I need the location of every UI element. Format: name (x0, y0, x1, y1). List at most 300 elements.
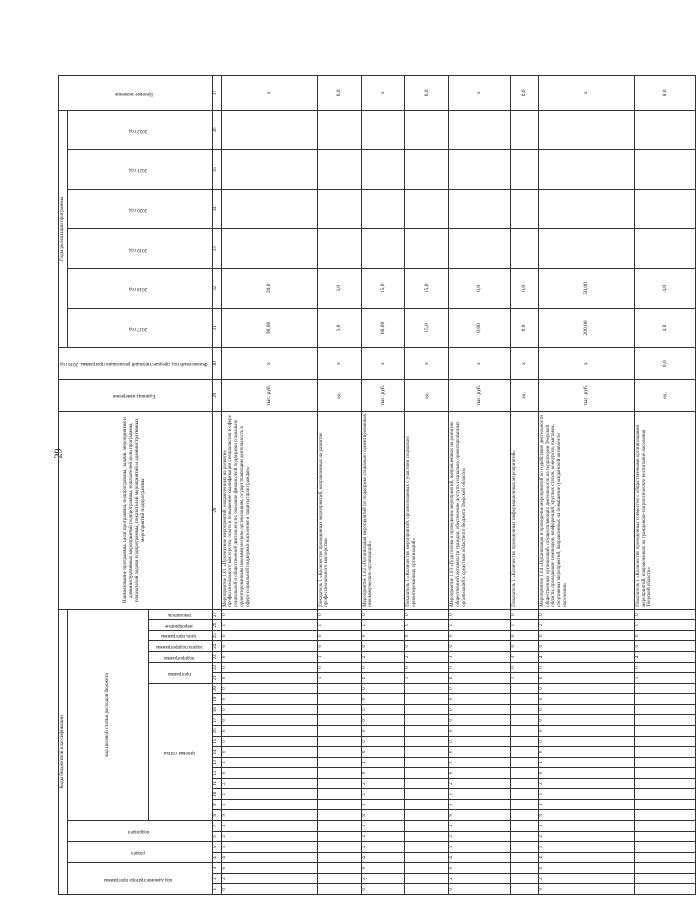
code-digit-cell (634, 821, 695, 832)
code-digit-cell (405, 747, 449, 758)
code-digit-cell: 9 (449, 810, 510, 821)
code-digit-cell (317, 768, 361, 779)
code-digit-cell (510, 768, 538, 779)
year-value-cell (221, 110, 317, 150)
code-digit-cell: 0 (361, 704, 405, 715)
code-digit-cell: 1 (221, 821, 317, 832)
code-digit-cell (405, 683, 449, 694)
column-number-cell: 18 (212, 704, 221, 715)
year-value-cell: 90,00 (221, 308, 317, 348)
column-number-cell: 30 (212, 348, 221, 380)
code-digit-cell (634, 683, 695, 694)
code-digit-cell: 2 (361, 652, 405, 663)
code-digit-cell (405, 884, 449, 895)
code-digit-cell: 0 (405, 630, 449, 641)
code-digit-cell: 0 (538, 747, 634, 758)
code-digit-cell (510, 810, 538, 821)
column-number-cell: 4 (212, 852, 221, 863)
code-digit-cell: 0 (221, 726, 317, 737)
code-digit-cell (317, 683, 361, 694)
code-digit-cell: 0 (538, 694, 634, 705)
code-digit-cell: 0 (538, 736, 634, 747)
year-value-cell (449, 150, 510, 190)
code-digit-cell (510, 704, 538, 715)
code-digit-cell: 0 (449, 683, 510, 694)
code-digit-cell (510, 736, 538, 747)
unit-cell: тыс. руб. (221, 379, 317, 411)
code-digit-cell (510, 757, 538, 768)
code-digit-cell: 0 (317, 630, 361, 641)
table-row (361, 76, 405, 895)
code-digit-cell (317, 736, 361, 747)
code-digit-cell: 2 (221, 778, 317, 789)
code-digit-cell (510, 799, 538, 810)
code-digit-cell: 0 (221, 747, 317, 758)
subprogram-header: подпрограмма (149, 652, 212, 663)
code-digit-cell: 4 (449, 852, 510, 863)
code-digit-cell: 2 (449, 873, 510, 884)
code-digit-cell: 0 (634, 662, 695, 673)
unit-column-header: Единица измерения (59, 379, 213, 411)
year-value-cell (538, 110, 634, 150)
year-value-cell (221, 229, 317, 269)
year-value-cell (361, 189, 405, 229)
row-name-cell: Показатель 1 «Количество мероприятий, организованных с участием социально ориентированных организаций» (405, 411, 449, 609)
code-digit-cell: 1 (449, 842, 510, 853)
code-digit-cell: 0 (361, 641, 405, 652)
table-row (510, 76, 538, 895)
year-value-cell (361, 110, 405, 150)
code-digit-cell: 2 (538, 778, 634, 789)
column-number-cell: 3 (212, 863, 221, 874)
code-digit-cell: 0 (405, 641, 449, 652)
column-number-cell: 17 (212, 715, 221, 726)
code-digit-cell (634, 842, 695, 853)
page-number: 29 (53, 448, 65, 459)
column-number-cell: 5 (212, 842, 221, 853)
year-value-cell: 200,00 (538, 308, 634, 348)
code-digit-cell (317, 704, 361, 715)
code-digit-cell: 0 (221, 768, 317, 779)
code-digit-cell: 1 (317, 673, 361, 684)
code-digit-cell: 1 (510, 673, 538, 684)
code-digit-cell: 0 (361, 884, 405, 895)
code-digit-cell (317, 842, 361, 853)
program-table (58, 75, 696, 895)
code-digit-cell: 1 (361, 757, 405, 768)
code-digit-cell: 0 (538, 662, 634, 673)
code-digit-cell: 2 (538, 620, 634, 631)
year-value-cell (317, 150, 361, 190)
code-digit-cell (405, 715, 449, 726)
code-digit-cell (405, 789, 449, 800)
code-digit-cell (405, 842, 449, 853)
column-number-cell: 33 (212, 229, 221, 269)
code-digit-cell: 0 (221, 630, 317, 641)
year-value-cell: 3,0 (317, 269, 361, 309)
code-digit-cell (634, 831, 695, 842)
code-digit-cell (634, 768, 695, 779)
code-digit-cell: 1 (405, 620, 449, 631)
code-digit-cell (634, 810, 695, 821)
code-digit-cell: 0 (449, 694, 510, 705)
year-value-cell (405, 150, 449, 190)
code-digit-cell: 0 (449, 884, 510, 895)
code-digit-cell (317, 726, 361, 737)
code-digit-cell (510, 726, 538, 737)
code-digit-cell: 0 (361, 736, 405, 747)
code-digit-cell (405, 799, 449, 810)
column-number-cell: 23 (212, 652, 221, 663)
base-year-cell: х (317, 348, 361, 380)
base-year-cell: х (221, 348, 317, 380)
column-number-cell: 13 (212, 757, 221, 768)
year-value-cell: 50,00 (538, 269, 634, 309)
year-value-cell: 4,0 (634, 269, 695, 309)
code-digit-cell: 0 (449, 704, 510, 715)
column-number-cell: 32 (212, 269, 221, 309)
code-digit-cell: 2 (361, 873, 405, 884)
code-digit-cell: 0 (634, 641, 695, 652)
code-digit-cell (510, 842, 538, 853)
year-value-cell: 0,0 (449, 269, 510, 309)
code-digit-cell: 0 (361, 609, 405, 620)
code-digit-cell: 0 (221, 652, 317, 663)
code-digit-cell (634, 863, 695, 874)
code-digit-cell: 0 (449, 863, 510, 874)
year-value-cell (449, 189, 510, 229)
code-digit-cell (510, 852, 538, 863)
code-digit-cell: 0 (449, 726, 510, 737)
code-digit-cell: 0 (634, 630, 695, 641)
year-value-cell (317, 229, 361, 269)
unit-cell: ед. (510, 379, 538, 411)
base-year-cell: х (361, 348, 405, 380)
code-digit-cell: 2 (221, 873, 317, 884)
code-digit-cell: 0 (361, 673, 405, 684)
code-digit-cell: 1 (221, 757, 317, 768)
code-digit-cell: 4 (634, 652, 695, 663)
base-year-cell: х (405, 348, 449, 380)
code-digit-cell (405, 694, 449, 705)
year-2021-header: 2021 год (67, 150, 212, 190)
column-number-cell: 21 (212, 673, 221, 684)
column-number-cell: 34 (212, 189, 221, 229)
code-digit-cell: 0 (361, 683, 405, 694)
code-digit-cell: 0 (221, 704, 317, 715)
column-number-cell: 14 (212, 747, 221, 758)
target-value-cell: 6,0 (405, 76, 449, 111)
rotated-table-content (58, 75, 668, 895)
code-digit-cell: 1 (221, 620, 317, 631)
year-2022-header: 2022 год (67, 110, 212, 150)
name-column-header: Наименование программы, цели программы, подпрограммы, задачи, мероприятия и административных мероприятий подпрограммы, показателей цели программы, показателей задачи подпрограммы, показателей мероприятий и административных мероприятий подпрограммы (59, 411, 213, 609)
code-digit-cell: 3 (510, 652, 538, 663)
code-digit-cell (405, 726, 449, 737)
code-digit-cell (510, 884, 538, 895)
code-digit-cell (510, 747, 538, 758)
year-value-cell (221, 189, 317, 229)
code-digit-cell (405, 831, 449, 842)
code-digit-cell: 0 (317, 641, 361, 652)
column-number-cell: 1 (212, 884, 221, 895)
unit-cell: ед. (317, 379, 361, 411)
year-value-cell (405, 189, 449, 229)
code-digit-cell (317, 715, 361, 726)
code-digit-cell: 3 (449, 652, 510, 663)
code-digit-cell: 9 (221, 810, 317, 821)
code-digit-cell (510, 831, 538, 842)
column-number-cell: 36 (212, 110, 221, 150)
code-digit-cell: 1 (221, 799, 317, 810)
code-digit-cell: 0 (361, 863, 405, 874)
financial-year-header: Финансовый год, предшествующий реализации программы, 2016 год (59, 348, 213, 380)
code-digit-cell: 0 (538, 715, 634, 726)
code-digit-cell: 1 (538, 799, 634, 810)
year-value-cell (634, 189, 695, 229)
column-number-cell: 31 (212, 308, 221, 348)
year-2019-header: 2019 год (67, 229, 212, 269)
code-digit-cell (634, 799, 695, 810)
code-digit-cell: 0 (221, 673, 317, 684)
code-digit-cell (634, 884, 695, 895)
code-digit-cell (634, 873, 695, 884)
code-digit-cell: 4 (538, 652, 634, 663)
base-year-cell: 0,0 (634, 348, 695, 380)
year-value-cell: 0,0 (510, 308, 538, 348)
code-digit-cell: 4 (538, 852, 634, 863)
unit-cell: ед. (405, 379, 449, 411)
code-digit-cell: 1 (405, 673, 449, 684)
column-number-cell: 16 (212, 726, 221, 737)
code-digit-cell: 2 (449, 831, 510, 842)
code-digit-cell: 1 (449, 620, 510, 631)
column-number-cell: 37 (212, 76, 221, 111)
target-value-cell: 6,0 (317, 76, 361, 111)
code-digit-cell: 0 (449, 609, 510, 620)
code-digit-cell: 1 (538, 757, 634, 768)
target-value-cell: 8,0 (634, 76, 695, 111)
table-row (221, 76, 317, 895)
year-value-cell (317, 189, 361, 229)
code-digit-cell: 1 (449, 789, 510, 800)
base-year-cell: х (449, 348, 510, 380)
code-digit-cell (317, 873, 361, 884)
code-digit-cell (634, 778, 695, 789)
year-value-cell (317, 110, 361, 150)
code-digit-cell: 0 (361, 747, 405, 758)
code-digit-cell: 9 (361, 810, 405, 821)
section-header: раздел (67, 842, 212, 863)
code-digit-cell: 0 (538, 768, 634, 779)
target-value-cell: х (449, 76, 510, 111)
code-digit-cell (510, 715, 538, 726)
unit-cell: тыс. руб. (538, 379, 634, 411)
subsection-header: подраздел (67, 821, 212, 842)
year-value-cell: 0,0 (510, 269, 538, 309)
row-name-cell: Мероприятие 1.04 «Организация и проведение мероприятий по содействию деятельности общественных организаций, осуществляющих деятельность на территории Тверской области, проведению семинаров, конференций, круглых столов, конкурсов, выставок, спортивных мероприятий, направленных на повышение гражданской активности населения» (538, 411, 634, 609)
code-digit-cell: 0 (449, 641, 510, 652)
code-digit-cell: 0 (449, 768, 510, 779)
code-digit-cell: 0 (361, 726, 405, 737)
target-article-sub-header: целевая статья (149, 683, 212, 820)
rotated-table-frame (58, 75, 668, 895)
year-value-cell: 15,0 (361, 269, 405, 309)
code-digit-cell (405, 757, 449, 768)
code-digit-cell (634, 726, 695, 737)
target-value-cell: 0,0 (510, 76, 538, 111)
column-number-cell: 19 (212, 694, 221, 705)
year-value-cell (510, 150, 538, 190)
code-digit-cell (634, 852, 695, 863)
code-digit-cell: 0 (538, 683, 634, 694)
code-digit-cell: 0 (361, 694, 405, 705)
code-digit-cell: 0 (405, 662, 449, 673)
column-number-cell: 8 (212, 810, 221, 821)
code-digit-cell: 0 (317, 662, 361, 673)
years-group-header: Годы реализации программы (59, 110, 68, 348)
code-digit-cell (317, 789, 361, 800)
row-name-cell: Мероприятие 1.02 «Организация мероприятий по поддержке социально ориентированных некоммерческих организаций» (361, 411, 405, 609)
code-digit-cell (317, 831, 361, 842)
code-digit-cell: 1 (361, 789, 405, 800)
code-digit-cell: 0 (221, 736, 317, 747)
code-digit-cell: 0 (510, 609, 538, 620)
code-digit-cell: 0 (449, 736, 510, 747)
code-digit-cell (405, 821, 449, 832)
row-name-cell: Мероприятие 1.01 «Проведение мероприятий, направленных на развитие профессионального мастерства, опыта и повышение квалификации специалистов в сфере социальной и общественной деятельности, оказание финансовой поддержки социально ориентированным некоммерческим организациям, осуществляющим деятельность в сфере социальной поддержки населения и защиты прав граждан» (221, 411, 317, 609)
unit-cell: тыс. руб. (449, 379, 510, 411)
code-digit-cell (405, 778, 449, 789)
code-digit-cell: 1 (449, 757, 510, 768)
code-digit-cell: 0 (538, 704, 634, 715)
column-number-cell: 6 (212, 831, 221, 842)
column-number-cell: 20 (212, 683, 221, 694)
year-value-cell (221, 150, 317, 190)
code-digit-cell: 0 (634, 609, 695, 620)
row-name-cell: Показатель 1 «Количество проведенных совместно с общественными организациями мероприятий, направленных на гражданско-патриотическое воспитание населения Тверской области» (634, 411, 695, 609)
year-value-cell (538, 229, 634, 269)
year-value-cell: 0,00 (449, 308, 510, 348)
code-digit-cell: 0 (449, 662, 510, 673)
column-number-cell: 25 (212, 630, 221, 641)
column-number-cell: 15 (212, 736, 221, 747)
code-digit-cell (317, 863, 361, 874)
year-2020-header: 2020 год (67, 189, 212, 229)
code-digit-cell: 0 (538, 641, 634, 652)
year-value-cell: 15,0 (405, 269, 449, 309)
code-digit-cell: 0 (221, 694, 317, 705)
code-digit-cell (634, 757, 695, 768)
table-row (538, 76, 634, 895)
code-digit-cell: 2 (361, 778, 405, 789)
code-digit-cell: 1 (510, 620, 538, 631)
code-digit-cell (510, 789, 538, 800)
code-digit-cell (317, 884, 361, 895)
base-year-cell: х (510, 348, 538, 380)
code-digit-cell: 1 (538, 842, 634, 853)
target-value-cell: х (538, 76, 634, 111)
year-value-cell: 4,0 (634, 308, 695, 348)
code-digit-cell: 2 (405, 652, 449, 663)
target-value-cell: х (221, 76, 317, 111)
code-digit-cell: 1 (634, 673, 695, 684)
code-digit-cell (634, 747, 695, 758)
year-2018-header: 2018 год (67, 269, 212, 309)
code-digit-cell: 4 (221, 852, 317, 863)
column-number-cell: 7 (212, 821, 221, 832)
code-digit-cell: 1 (449, 799, 510, 810)
code-digit-cell: 0 (538, 630, 634, 641)
table-row (449, 76, 510, 895)
code-digit-cell: 0 (221, 609, 317, 620)
code-digit-cell: 0 (538, 673, 634, 684)
year-value-cell (510, 229, 538, 269)
code-digit-cell (405, 852, 449, 863)
code-digit-cell (317, 821, 361, 832)
table-row (317, 76, 361, 895)
code-digit-cell: 0 (317, 609, 361, 620)
code-digit-cell: 0 (510, 630, 538, 641)
code-digit-cell (317, 747, 361, 758)
year-value-cell (361, 150, 405, 190)
code-digit-cell: 0 (538, 726, 634, 737)
code-digit-cell: 0 (221, 683, 317, 694)
code-digit-cell: 1 (361, 821, 405, 832)
table-row (634, 76, 695, 895)
code-digit-cell: 1 (361, 620, 405, 631)
code-digit-cell (317, 852, 361, 863)
code-digit-cell (317, 799, 361, 810)
year-value-cell: 15,0 (405, 308, 449, 348)
code-digit-cell (634, 736, 695, 747)
year-value-cell: 20,0 (221, 269, 317, 309)
code-digit-cell: 0 (221, 662, 317, 673)
code-digit-cell: 4 (361, 852, 405, 863)
code-digit-cell: 2 (538, 831, 634, 842)
year-value-cell (449, 229, 510, 269)
code-digit-cell: 0 (510, 641, 538, 652)
unit-cell: тыс. руб. (361, 379, 405, 411)
admin-code-header: код администратора программы (67, 863, 212, 895)
column-number-cell: 22 (212, 662, 221, 673)
target-article-header: код целевой статьи расходов бюджета (67, 609, 148, 820)
code-digit-cell (510, 694, 538, 705)
year-value-cell: 60,00 (361, 308, 405, 348)
column-number-cell: 12 (212, 768, 221, 779)
year-value-cell (634, 229, 695, 269)
codes-group-header: Коды бюджетной классификации (59, 609, 68, 894)
code-digit-cell (405, 873, 449, 884)
code-digit-cell (634, 694, 695, 705)
code-digit-cell (510, 863, 538, 874)
code-digit-cell: 1 (317, 652, 361, 663)
code-digit-cell: 0 (405, 609, 449, 620)
code-digit-cell: 0 (361, 715, 405, 726)
code-digit-cell: 2 (538, 873, 634, 884)
row-name-cell: Показатель 1 «Количество проведенных информационных мероприятий» (510, 411, 538, 609)
code-digit-cell (510, 683, 538, 694)
year-value-cell (449, 110, 510, 150)
measure-header: мероприятие (149, 620, 212, 631)
column-number-cell: 28 (212, 411, 221, 609)
column-number-cell: 9 (212, 799, 221, 810)
table-row (405, 76, 449, 895)
code-digit-cell: 1 (449, 821, 510, 832)
column-number-cell: 35 (212, 150, 221, 190)
code-digit-cell (317, 778, 361, 789)
year-value-cell (634, 110, 695, 150)
